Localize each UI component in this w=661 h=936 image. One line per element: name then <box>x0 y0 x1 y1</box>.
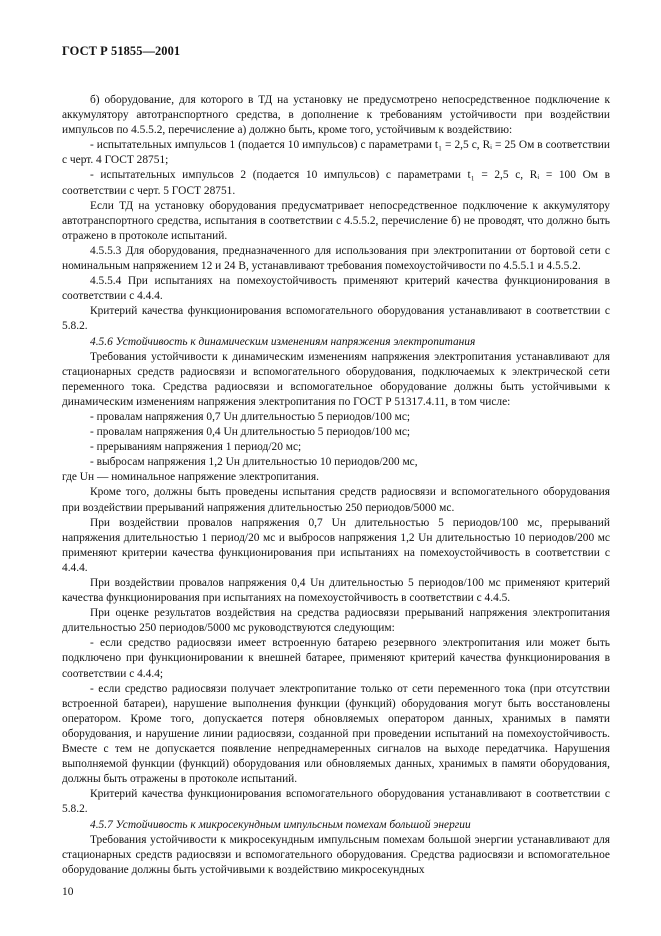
paragraph: При воздействии провалов напряжения 0,7 Uн длительностью 5 периодов/100 мс, прерываний напряжения длительностью 1 период/20 мс и выбросов напряжения 1,2 Uн длительностью 10 периодов/200 мс применяют критерии качества функционирования при испытаниях на помехоустойчивость в соответствии с 4.4.4. <box>62 516 610 574</box>
document-body <box>62 93 610 878</box>
paragraph: Требования устойчивости к динамическим изменениям напряжения электропитания устанавливают для стационарных средств радиосвязи и вспомогательного оборудования, подключаемых к электрической сети переменного тока. Средства радиосвязи и вспомогательное оборудование должны быть устойчивыми к динамическим изменениям напряжения электропитания по ГОСТ Р 51317.4.11, в том числе: <box>62 350 610 408</box>
paragraph: Критерий качества функционирования вспомогательного оборудования устанавливают в соответствии с 5.8.2. <box>62 788 610 816</box>
clause-4-5-5-3: 4.5.5.3 Для оборудования, предназначенного для использования при электропитании от бортовой сети с номинальным напряжением 12 и 24 В, устанавливают требования помехоустойчивости по 4.5.5.1 и 4.5.5.2. <box>62 244 610 273</box>
list-item: - провалам напряжения 0,7 Uн длительностью 5 периодов/100 мс; <box>90 410 411 423</box>
paragraph: Если ТД на установку оборудования предусматривает непосредственное подключение к аккумулятору автотранспортного средства, испытания в соответствии с 4.5.5.2, перечисление б) не проводят, что должно быть отражено в протоколе испытаний. <box>62 199 610 242</box>
list-item: - провалам напряжения 0,4 Uн длительностью 5 периодов/100 мс; <box>90 426 411 439</box>
paragraph: Требования устойчивости к микросекундным импульсным помехам большой энергии устанавливают для стационарных средств радиосвязи и вспомогательного оборудования. Средства радиосвязи и вспомогательное оборудование должны быть устойчивыми к воздействию микросекундных <box>62 833 610 876</box>
paragraph: Критерий качества функционирования вспомогательного оборудования устанавливают в соответствии с 5.8.2. <box>62 305 610 333</box>
list-item: - прерываниям напряжения 1 период/20 мс; <box>90 441 302 454</box>
list-item: - испытательных импульсов 2 (подается 10 импульсов) с параметрами t₁ = 2,5 с, Rᵢ = 100 Ом в соответствии с черт. 5 ГОСТ 28751. <box>62 169 610 197</box>
paragraph: При оценке результатов воздействия на средства радиосвязи прерываний напряжения электропитания длительностью 250 периодов/5000 мс руководствуются следующим: <box>62 607 610 635</box>
section-heading-4-5-7: 4.5.7 Устойчивость к микросекундным импульсным помехам большой энергии <box>90 818 471 831</box>
page-number: 10 <box>62 886 74 898</box>
paragraph: При воздействии провалов напряжения 0,4 Uн длительностью 5 периодов/100 мс применяют критерий качества функционирования при испытаниях на помехоустойчивость в соответствии с 4.4.5. <box>62 577 610 605</box>
paragraph: Кроме того, должны быть проведены испытания средств радиосвязи и вспомогательного оборудования при воздействии прерываний напряжения длительностью 250 периодов/5000 мс. <box>62 486 610 514</box>
list-item: - выбросам напряжения 1,2 Uн длительностью 10 периодов/200 мс, <box>90 456 418 469</box>
paragraph: где Uн — номинальное напряжение электропитания. <box>62 471 319 484</box>
section-heading-4-5-6: 4.5.6 Устойчивость к динамическим изменениям напряжения электропитания <box>90 335 476 348</box>
paragraph: б) оборудование, для которого в ТД на установку не предусмотрено непосредственное подключение к аккумулятору автотранспортного средства, в дополнение к требованиям устойчивости при воздействии импульсов по 4.5.5.2, перечисление а) должно быть, кроме того, устойчивым к воздействию: <box>62 94 610 137</box>
document-id-header: ГОСТ Р 51855—2001 <box>62 44 181 58</box>
list-item: - если средство радиосвязи получает электропитание только от сети переменного тока (при отсутствии встроенной батареи), нарушение выполнения функции (функций) оборудования могут быть восстановлены оператором. Кроме того, допускается потеря обновляемых оператором данных, хранимых в памяти оборудования, и нарушение линии радиосвязи, созданной при проведении испытаний на помехоустойчивость. Вместе с тем не допускается появление непреднамеренных сигналов на выходе передатчика. Нарушения выполняемой функции (функций) оборудования или обновляемых данных, хранимых в памяти оборудования, должны быть отражены в протоколе испытаний. <box>62 682 610 786</box>
clause-4-5-5-4: 4.5.5.4 При испытаниях на помехоустойчивость применяют критерий качества функционирования в соответствии с 4.4.4. <box>62 275 610 303</box>
list-item: - если средство радиосвязи имеет встроенную батарею резервного электропитания или может быть подключено при функционировании к внешней батарее, применяют критерий качества функционирования в соответствии с 4.4.4; <box>62 637 610 680</box>
list-item: - испытательных импульсов 1 (подается 10 импульсов) с параметрами t₁ = 2,5 с, Rᵢ = 25 Ом в соответствии с черт. 4 ГОСТ 28751; <box>62 139 610 167</box>
